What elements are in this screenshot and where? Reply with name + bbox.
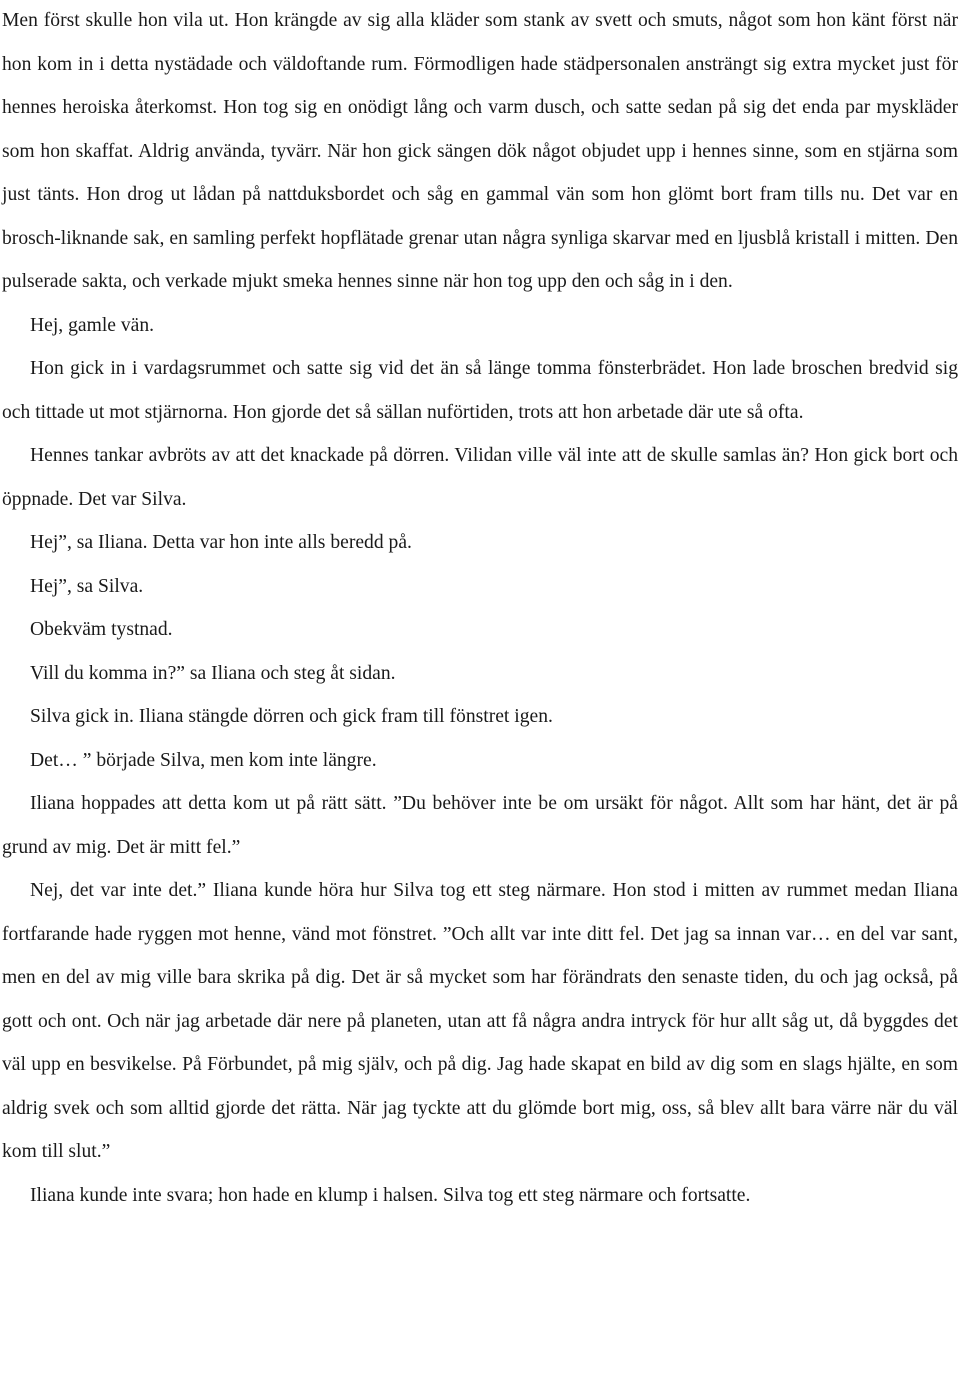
paragraph-iliana-greets: Hej”, sa Iliana. Detta var hon inte alls beredd på. [30,532,412,553]
paragraph-lump-in-throat: Iliana kunde inte svara; hon hade en klump i halsen. Silva tog ett steg närmare och fortsatte. [30,1184,751,1206]
paragraph-come-in: Vill du komma in?” sa Iliana och steg åt sidan. [30,662,396,684]
paragraph-window-sill: Hon gick in i vardagsrummet och satte sig vid det än så länge tomma fönsterbrädet. Hon lade broschen bredvid sig och tittade ut mot stjärnorna. Hon gjorde det så sällan nuförtiden, trots att hon arbetade där ute så ofta. [2,358,958,423]
paragraph-awkward-silence: Obekväm tystnad. [30,619,173,640]
paragraph-silva-greets: Hej”, sa Silva. [30,575,144,597]
paragraph-silva-explains: Nej, det var inte det.” Iliana kunde höra hur Silva tog ett steg närmare. Hon stod i mitten av rummet medan Iliana fortfarande hade ryggen mot henne, vänd mot fönstret. ”Och allt var inte ditt fel. Det jag sa innan var… en del var sant, men en del av mig ville bara skrika på dig. Det är så mycket som har förändrats den senaste tiden, du och jag också, på gott och ont. Och när jag arbetade där nere på planeten, utan att få några andra intryck för hur allt såg ut, då byggdes det väl upp en besvikelse. På Förbundet, på mig själv, och på dig. Jag hade skapat en bild av dig som en slags hjälte, en som aldrig svek och som alltid gjorde det rätta. När jag tyckte att du glömde bort mig, oss, så blev allt bara värre när du väl kom till slut.” [2,880,958,1162]
paragraph-rest-and-brooch: Men först skulle hon vila ut. Hon krängde av sig alla kläder som stank av svett och smuts, något som hon känt först när hon kom in i detta nystädade och väldoftande rum. Förmodligen hade städpersonalen ansträngt sig extra mycket just för hennes heroiska återkomst. Hon tog sig en onödigt lång och varm dusch, och satte sedan på sig det enda par myskläder som hon skaffat. Aldrig använda, tyvärr. När hon gick sängen dök något objudet upp i hennes sinne, som en stjärna som just tänts. Hon drog ut lådan på nattduksbordet och såg en gammal vän som hon glömt bort fram tills nu. Det var en brosch-liknande sak, en samling perfekt hopflätade grenar utan några synliga skarvar med en ljusblå kristall i mitten. Den pulserade sakta, och verkade mjukt smeka hennes sinne när hon tog upp den och såg in i den. [2,10,958,292]
paragraph-greeting-old-friend: Hej, gamle vän. [30,314,155,336]
paragraph-silva-begins: Det… ” började Silva, men kom inte längre. [30,749,377,771]
paragraph-silva-enters: Silva gick in. Iliana stängde dörren och gick fram till fönstret igen. [30,706,553,727]
paragraph-iliana-apologizes: Iliana hoppades att detta kom ut på rätt sätt. ”Du behöver inte be om ursäkt för något. Allt som har hänt, det är på grund av mig. Det är mitt fel.” [2,793,958,858]
document-body [2,0,958,1217]
paragraph-knock-on-door: Hennes tankar avbröts av att det knackade på dörren. Vilidan ville väl inte att de skulle samlas än? Hon gick bort och öppnade. Det var Silva. [2,445,958,510]
